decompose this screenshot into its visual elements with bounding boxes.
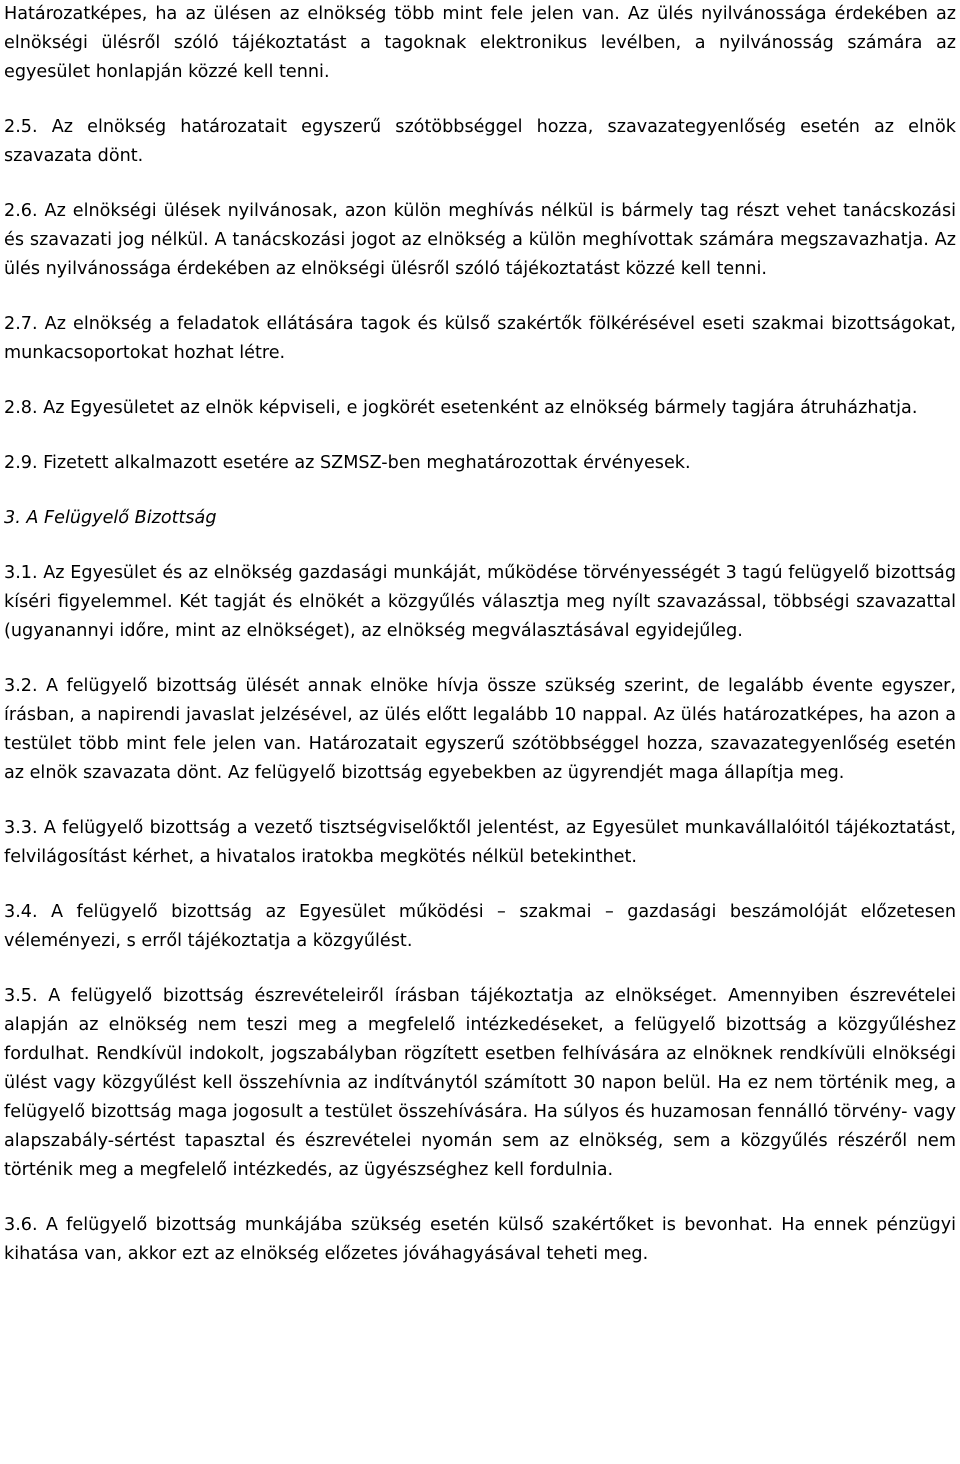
paragraph-2-9: 2.9. Fizetett alkalmazott esetére az SZMSZ-ben meghatározottak érvényesek. [4,453,691,473]
paragraph-3-3: 3.3. A felügyelő bizottság a vezető tisztségviselőktől jelentést, az Egyesület munkavállalóitól tájékoztatást, felvilágosítást kérhet, a hivatalos iratokba megkötés nélkül betekinthet. [4,818,956,867]
document-page [4,0,956,1269]
paragraph-3-2: 3.2. A felügyelő bizottság ülését annak elnöke hívja össze szükség szerint, de legalább évente egyszer, írásban, a napirendi javaslat jelzésével, az ülés előtt legalább 10 nappal. Az ülés határozatképes, ha azon a testület több mint fele jelen van. Határozatait egyszerű szótöbbséggel hozza, szavazategyenlőség esetén az elnök szavazata dönt. Az felügyelő bizottság egyebekben az ügyrendjét maga állapítja meg. [4,676,956,783]
paragraph-2-6: 2.6. Az elnökségi ülések nyilvánosak, azon külön meghívás nélkül is bármely tag részt vehet tanácskozási és szavazati jog nélkül. A tanácskozási jogot az elnökség a külön meghívottak számára megszavazhatja. Az ülés nyilvánossága érdekében az elnökségi ülésről szóló tájékoztatást közzé kell tenni. [4,201,956,279]
paragraph-3-5: 3.5. A felügyelő bizottság észrevételeiről írásban tájékoztatja az elnökséget. Amennyiben észrevételei alapján az elnökség nem teszi meg a megfelelő intézkedéseket, a felügyelő bizottság a közgyűléshez fordulhat. Rendkívül indokolt, jogszabályban rögzített esetben felhívására az elnöknek rendkívüli elnökségi ülést vagy közgyűlést kell összehívnia az indítványtól számított 30 napon belül. Ha ez nem történik meg, a felügyelő bizottság maga jogosult a testület összehívására. Ha súlyos és huzamosan fennálló törvény- vagy alapszabály-sértést tapasztal és észrevételei nyomán sem az elnökség, sem a közgyűlés részéről nem történik meg a megfelelő intézkedés, az ügyészséghez kell fordulnia. [4,986,956,1180]
paragraph-2-7: 2.7. Az elnökség a feladatok ellátására tagok és külső szakértők fölkérésével eseti szakmai bizottságokat, munkacsoportokat hozhat létre. [4,314,956,363]
paragraph-3-4: 3.4. A felügyelő bizottság az Egyesület működési – szakmai – gazdasági beszámolóját előzetesen véleményezi, s erről tájékoztatja a közgyűlést. [4,902,956,951]
paragraph-2-8: 2.8. Az Egyesületet az elnök képviseli, e jogkörét esetenként az elnökség bármely tagjára átruházhatja. [4,398,918,418]
paragraph-quorum-intro: Határozatképes, ha az ülésen az elnökség több mint fele jelen van. Az ülés nyilvánossága érdekében az elnökségi ülésről szóló tájékoztatást a tagoknak elektronikus levélben, a nyilvánosság számára az egyesület honlapján közzé kell tenni. [4,4,956,82]
paragraph-2-5: 2.5. Az elnökség határozatait egyszerű szótöbbséggel hozza, szavazategyenlőség esetén az elnök szavazata dönt. [4,117,956,166]
section-heading-3: 3. A Felügyelő Bizottság [4,508,217,528]
paragraph-3-1: 3.1. Az Egyesület és az elnökség gazdasági munkáját, működése törvényességét 3 tagú felügyelő bizottság kíséri figyelemmel. Két tagját és elnökét a közgyűlés választja meg nyílt szavazással, többségi szavazattal (ugyanannyi időre, mint az elnökséget), az elnökség megválasztásával egyidejűleg. [4,563,956,641]
paragraph-3-6: 3.6. A felügyelő bizottság munkájába szükség esetén külső szakértőket is bevonhat. Ha ennek pénzügyi kihatása van, akkor ezt az elnökség előzetes jóváhagyásával teheti meg. [4,1215,956,1264]
